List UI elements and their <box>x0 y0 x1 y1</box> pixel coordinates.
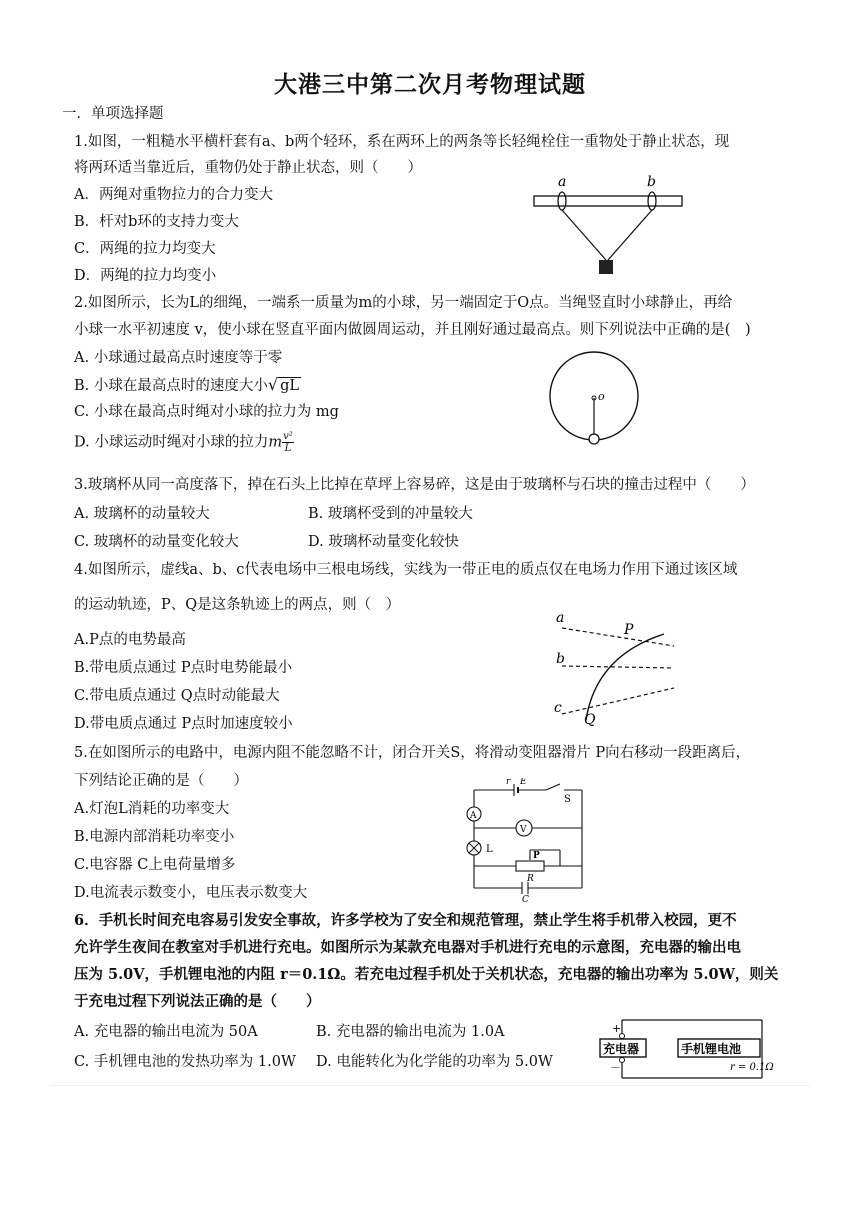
q4-option-b: B.带电质点通过 P点时电势能最小 <box>74 660 293 676</box>
q1-stem-line2: 将两环适当靠近后，重物仍处于静止状态，则（ ） <box>74 160 422 176</box>
q1-option-a: A．两绳对重物拉力的合力变大 <box>74 187 273 203</box>
q1-option-d: D．两绳的拉力均变小 <box>74 268 217 284</box>
section-heading: 一．单项选择题 <box>62 106 164 122</box>
q5-label-S: S <box>564 794 571 805</box>
q6-stem-line1: 6．手机长时间充电容易引发安全事故，许多学校为了安全和规范管理，禁止学生将手机带入校园，更不 <box>74 912 737 929</box>
q1-label-a: a <box>558 174 567 190</box>
page-title: 大港三中第二次月考物理试题 <box>274 71 586 98</box>
q2-stem-line2: 小球一水平初速度 v，使小球在竖直平面内做圆周运动，并且刚好通过最高点。则下列说法中正确的是( ) <box>74 322 751 338</box>
q2-option-a: A. 小球通过最高点时速度等于零 <box>74 350 283 366</box>
q4-field-lines-figure <box>548 608 688 726</box>
q6-label-minus: － <box>610 1061 621 1074</box>
q4-label-Q: Q <box>584 712 596 726</box>
q3-option-c: C. 玻璃杯的动量变化较大 <box>74 534 239 550</box>
q2-option-d <box>74 431 294 454</box>
q1-rod-rings-figure <box>528 172 688 284</box>
page-bottom-divider <box>50 1085 810 1086</box>
exam-page <box>50 18 810 1088</box>
q6-label-battery: 手机锂电池 <box>681 1042 742 1056</box>
q2-option-b: B. 小球在最高点时的速度大小√ gL <box>74 375 299 394</box>
q6-stem-line2: 允许学生夜间在教室对手机进行充电。如图所示为某款充电器对手机进行充电的示意图，充电器的输出电 <box>74 939 741 956</box>
q4-option-c: C.带电质点通过 Q点时动能最大 <box>74 688 280 704</box>
q2-fraction-num: v² <box>283 431 293 442</box>
q4-label-P: P <box>624 622 634 638</box>
q3-option-a: A. 玻璃杯的动量较大 <box>74 506 210 522</box>
q5-label-R: R <box>527 874 534 884</box>
q6-option-a: A. 充电器的输出电流为 50A <box>74 1024 258 1040</box>
q2-fraction-den: L <box>284 443 292 454</box>
q4-option-a: A.P点的电势最高 <box>74 632 186 648</box>
q2-option-d-text: D. 小球运动时绳对小球的拉力 <box>74 434 269 451</box>
q2-option-d-fraction <box>282 431 294 454</box>
q6-label-plus: + <box>612 1022 622 1035</box>
q1-label-b: b <box>647 174 656 190</box>
q4-stem-line1: 4.如图所示，虚线a、b、c代表电场中三根电场线，实线为一带正电的质点仅在电场力作用下通过该区域 <box>74 562 738 578</box>
q4-option-d: D.带电质点通过 P点时加速度较小 <box>74 716 293 732</box>
q2-option-d-m: m <box>268 434 283 451</box>
q6-stem-line4: 于充电过程下列说法正确的是（ ） <box>74 993 321 1010</box>
q1-option-c: C．两绳的拉力均变大 <box>74 241 216 257</box>
q5-option-d: D.电流表示数变小，电压表示数变大 <box>74 885 308 901</box>
q5-label-r: r <box>506 778 511 787</box>
q2-stem-line1: 2.如图所示，长为L的细绳，一端系一质量为m的小球，另一端固定于O点。当绳竖直时小球静止，再给 <box>74 295 733 311</box>
q5-stem-line2: 下列结论正确的是（ ） <box>74 773 248 789</box>
q5-option-a: A.灯泡L消耗的功率变大 <box>74 801 230 817</box>
q3-option-d: D. 玻璃杯动量变化较快 <box>308 534 459 550</box>
q4-label-c: c <box>554 700 562 716</box>
q3-option-b: B. 玻璃杯受到的冲量较大 <box>308 506 473 522</box>
q4-label-a: a <box>556 610 565 626</box>
q5-label-L: L <box>486 844 493 855</box>
q1-stem-line1: 1.如图，一粗糙水平横杆套有a、b两个轻环，系在两环上的两条等长轻绳栓住一重物处于静止状态，现 <box>74 134 730 150</box>
q5-label-P: P <box>533 851 540 861</box>
q1-option-b: B．杆对b环的支持力变大 <box>74 214 239 230</box>
q2-option-b-root: gL <box>280 378 299 394</box>
q6-option-b: B. 充电器的输出电流为 1.0A <box>316 1024 505 1040</box>
q5-option-c: C.电容器 C上电荷量增多 <box>74 857 236 873</box>
q5-label-A: A <box>470 811 477 821</box>
q6-stem-line3: 压为 5.0V，手机锂电池的内阻 r＝0.1Ω。若充电过程手机处于关机状态，充电器的输出功率为 5.0W，则关 <box>74 966 779 983</box>
q3-stem: 3.玻璃杯从同一高度落下，掉在石头上比掉在草坪上容易碎，这是由于玻璃杯与石块的撞击过程中（ ） <box>74 477 755 493</box>
q6-label-r: r = 0.1Ω <box>730 1062 774 1073</box>
q6-label-charger: 充电器 <box>603 1042 640 1056</box>
q4-label-b: b <box>556 651 565 667</box>
q5-label-C: C <box>522 895 529 902</box>
q5-circuit-figure <box>464 778 596 902</box>
q5-label-V: V <box>520 825 527 835</box>
q2-label-o: o <box>598 390 605 403</box>
q2-option-b-text: B. 小球在最高点时的速度大小 <box>74 378 268 394</box>
q6-charger-figure <box>594 1008 780 1090</box>
q5-option-b: B.电源内部消耗功率变小 <box>74 829 235 845</box>
q5-label-E: E <box>520 778 527 787</box>
q2-circle-figure <box>548 348 640 452</box>
q6-option-c: C. 手机锂电池的发热功率为 1.0W <box>74 1054 296 1070</box>
q6-option-d: D. 电能转化为化学能的功率为 5.0W <box>316 1054 553 1070</box>
q4-stem-line2: 的运动轨迹，P、Q是这条轨迹上的两点，则（ ） <box>74 597 401 613</box>
q2-option-c: C. 小球在最高点时绳对小球的拉力为 mg <box>74 404 339 420</box>
q5-stem-line1: 5.在如图所示的电路中，电源内阻不能忽略不计，闭合开关S，将滑动变阻器滑片 P向右移动一段距离后， <box>74 745 751 761</box>
